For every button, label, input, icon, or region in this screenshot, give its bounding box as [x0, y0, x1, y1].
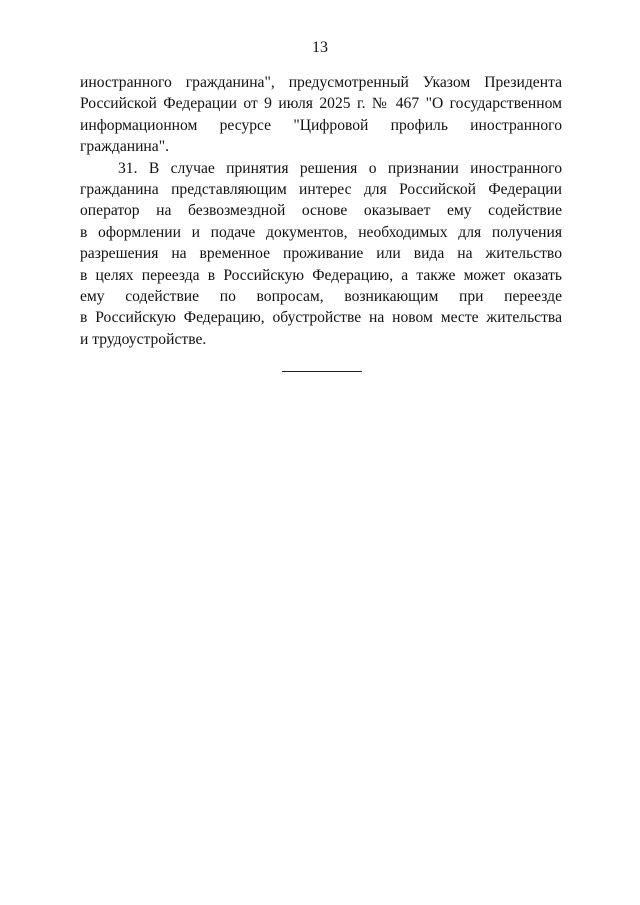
text-line: иностранного гражданина", предусмотренный Указом Президента — [80, 74, 562, 91]
text-line: информационном ресурсе "Цифровой профиль иностранного — [80, 116, 562, 134]
text-line: разрешения на временное проживание или вида на жительство — [80, 245, 562, 263]
text-line: оператор на безвозмездной основе оказывает ему содействие — [80, 202, 562, 220]
text-line: в оформлении и подаче документов, необходимых для получения — [80, 223, 562, 241]
text-line: Российской Федерации от 9 июля 2025 г. № 467 "О государственном — [80, 95, 562, 113]
text-line: и трудоустройстве. — [80, 330, 207, 348]
text-line: в Российскую Федерацию, обустройстве на новом месте жительства — [80, 309, 562, 327]
text-line: в целях переезда в Российскую Федерацию, а также может оказать — [80, 266, 562, 284]
text-line: гражданина". — [80, 138, 169, 156]
page-number: 13 — [312, 39, 328, 56]
text-line: гражданина представляющим интерес для Российской Федерации — [80, 180, 562, 198]
document-body — [80, 72, 562, 350]
text-line: ему содействие по вопросам, возникающим при переезде — [80, 287, 562, 305]
text-line-paragraph-start: 31. В случае принятия решения о признании иностранного — [118, 159, 562, 177]
end-divider — [282, 371, 362, 372]
